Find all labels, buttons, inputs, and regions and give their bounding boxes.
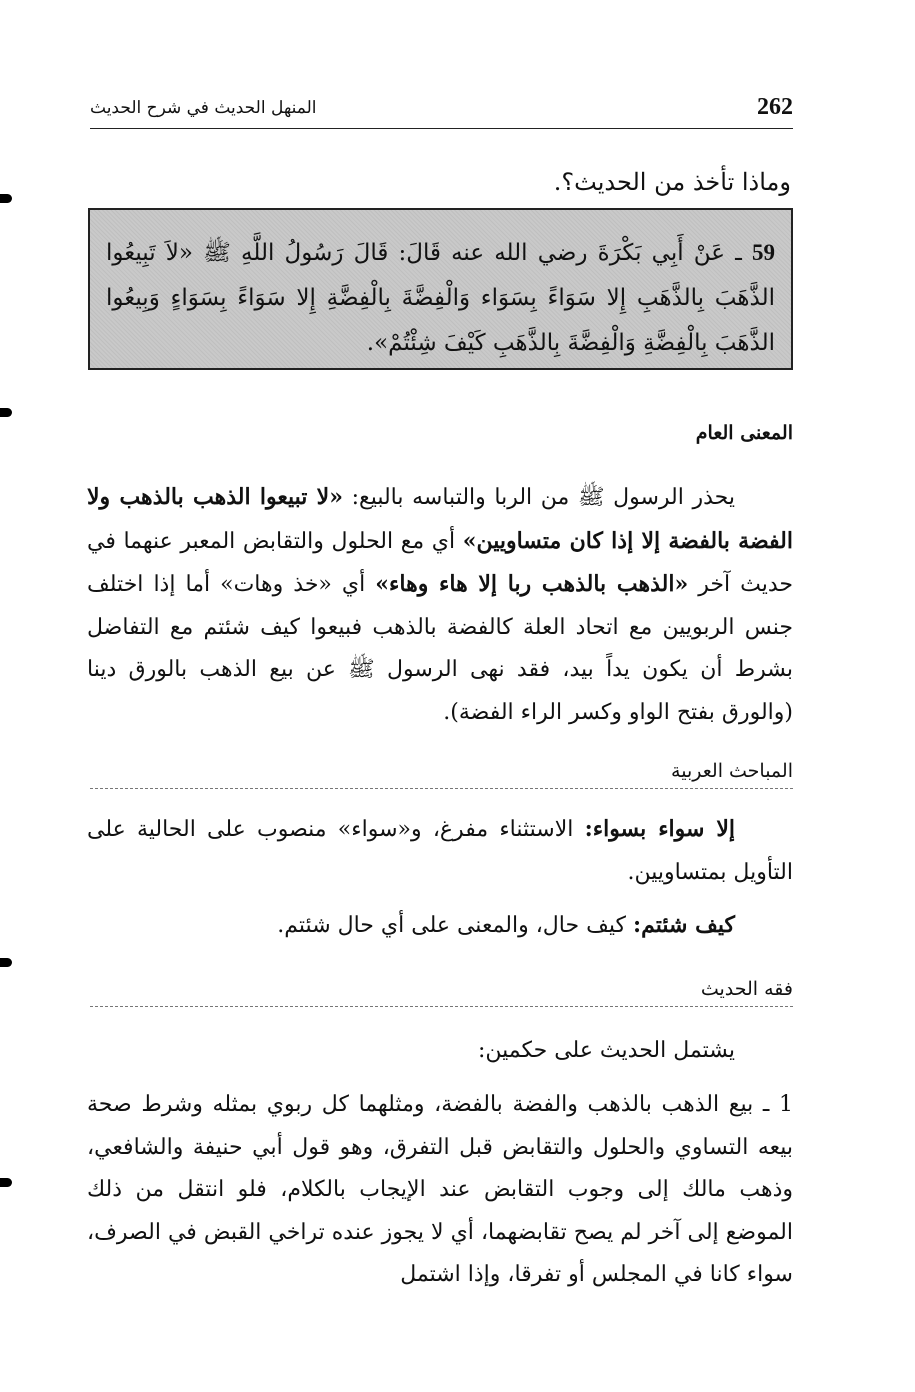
hadith-box bbox=[88, 208, 793, 370]
grammar-item-2 bbox=[87, 904, 793, 948]
fiqh-intro: يشتمل الحديث على حكمين: bbox=[477, 1038, 735, 1063]
hadith-text bbox=[106, 230, 775, 366]
section-heading-general-meaning: المعنى العام bbox=[695, 422, 793, 444]
term: كيف شئتم: bbox=[632, 912, 735, 938]
text-span: أي «خذ وهات» أما إذا اختلف جنس الربويين مع اتحاد العلة كالفضة بالذهب فبيعوا كيف شئتم مع التفاضل بشرط أن يكون يداً بيد، فقد نهى الرسول ﷺ عن بيع الذهب بالورق دينا (والورق بفتح الواو وكسر الراء الفضة). bbox=[87, 572, 793, 725]
running-title: المنهل الحديث في شرح الحديث bbox=[90, 98, 317, 118]
text-span: الاستثناء مفرغ، و«سواء» منصوب على الحالية على التأويل بمتساويين. bbox=[87, 817, 793, 885]
page-header bbox=[90, 92, 793, 129]
text-span: يحذر الرسول ﷺ من الربا والتباسه بالبيع: bbox=[342, 485, 735, 510]
margin-mark bbox=[0, 408, 12, 417]
general-meaning-paragraph bbox=[87, 476, 793, 734]
margin-mark bbox=[0, 194, 12, 203]
question-text: وماذا تأخذ من الحديث؟. bbox=[553, 168, 791, 196]
hadith-body: ـ عَنْ أَبِي بَكْرَةَ رضي الله عنه قَالَ: قَالَ رَسُولُ اللَّهِ ﷺ «لاَ تَبِيعُوا الذَّهَبَ بِالذَّهَبِ إِلا سَوَاءً بِسَوَاء وَالْفِضَّةَ بِالْفِضَّةِ إِلا سَوَاءً بِسَوَاءٍ وَبِيعُوا الذَّهَبَ بِالْفِضَّةِ وَالْفِضَّةَ بِالذَّهَبِ كَيْفَ شِئْتُمْ». bbox=[106, 240, 775, 356]
margin-mark bbox=[0, 1178, 12, 1187]
text-span: أي مع الحلول والتقابض المعبر عنهما في حديث آخر bbox=[87, 528, 793, 597]
term: إلا سواء بسواء: bbox=[584, 816, 735, 842]
fiqh-paragraph-1: 1 ـ بيع الذهب بالذهب والفضة بالفضة، ومثلهما كل ربوي بمثله وشرط صحة بيعه التساوي والحلول والتقابض قبل التفرق، وهو قول أبي حنيفة والشافعي، وذهب مالك إلى وجوب التقابض عند الإيجاب بالكلام، فلو انتقل من ذلك الموضع إلى آخر لم يصح تقابضهما، أي لا يجوز عنده تراخي القبض في الصرف، سواء كانا في المجلس أو تفرقا، وإذا اشتمل bbox=[87, 1092, 794, 1287]
text-span: كيف حال، والمعنى على أي حال شئتم. bbox=[277, 913, 633, 938]
section-heading-fiqh: فقه الحديث bbox=[90, 978, 793, 1007]
page-number: 262 bbox=[757, 94, 793, 120]
margin-mark bbox=[0, 958, 12, 967]
section-heading-grammar: المباحث العربية bbox=[90, 760, 793, 789]
bold-quote: «الذهب بالذهب ربا إلا هاء وهاء» bbox=[375, 571, 689, 597]
grammar-item-1 bbox=[87, 808, 793, 894]
bold-quote: «لا تبيعوا الذهب بالذهب ولا الفضة بالفضة إلا إذا كان متساويين» bbox=[87, 484, 793, 554]
hadith-number: 59 bbox=[752, 240, 775, 265]
